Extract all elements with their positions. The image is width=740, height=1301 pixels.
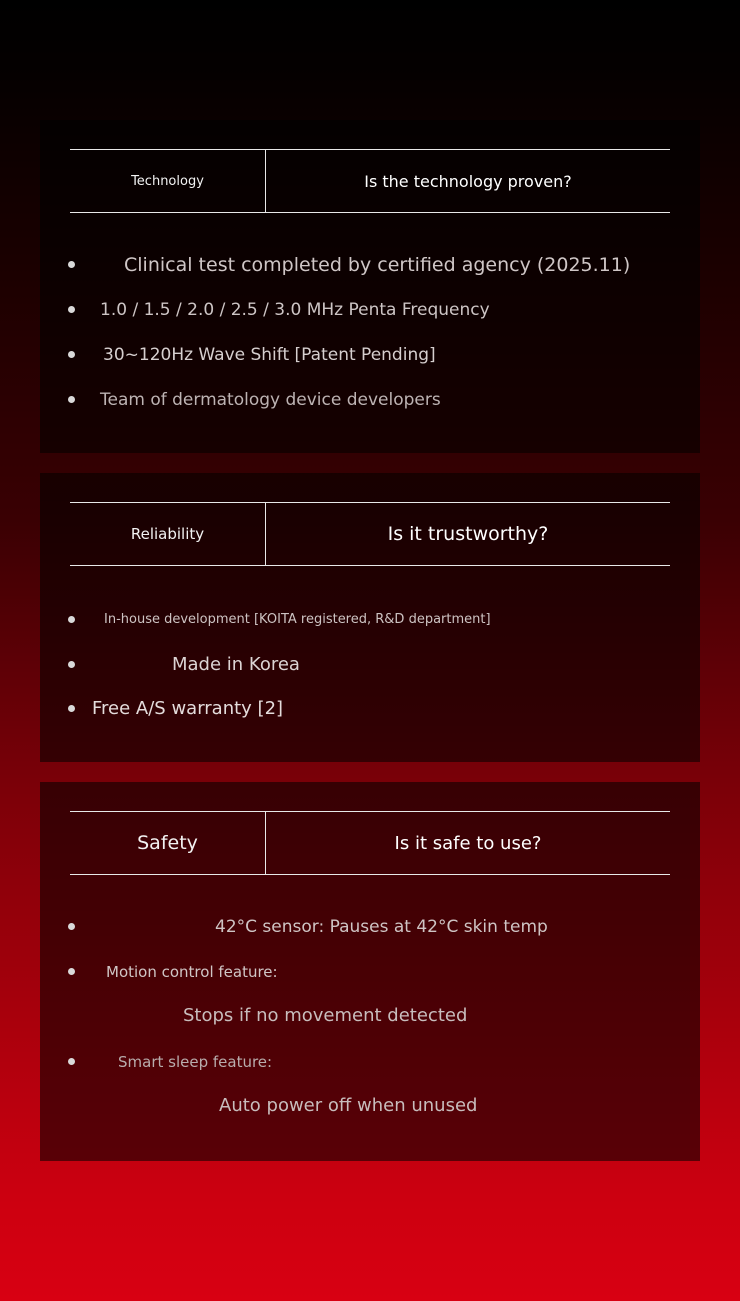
- bullet-icon: [68, 968, 75, 975]
- list-item: 30~120Hz Wave Shift [Patent Pending]: [68, 343, 672, 367]
- list-item: 1.0 / 1.5 / 2.0 / 2.5 / 3.0 MHz Penta Frequency: [68, 298, 672, 322]
- section-label: Reliability: [70, 503, 266, 565]
- section-question: Is it trustworthy?: [387, 523, 549, 545]
- section-question: Is the technology proven?: [364, 171, 572, 191]
- reliability-card: [40, 473, 700, 762]
- bullet-icon: [68, 306, 75, 313]
- section-label: Technology: [70, 150, 266, 212]
- safety-header: [70, 811, 670, 875]
- bullet-icon: [68, 396, 75, 403]
- section-question: Is it safe to use?: [394, 832, 542, 854]
- list-item: Made in Korea: [68, 653, 672, 677]
- list-item-continuation: Stops if no movement detected: [183, 1005, 468, 1026]
- list-item: In-house development [KOITA registered, R&D department]: [68, 608, 672, 632]
- bullet-icon: [68, 261, 75, 268]
- reliability-header: [70, 502, 670, 566]
- bullet-icon: [68, 616, 75, 623]
- safety-card: [40, 782, 700, 1161]
- bullet-icon: [68, 661, 75, 668]
- bullet-icon: [68, 923, 75, 930]
- list-item: Motion control feature:: [68, 960, 672, 984]
- technology-card: [40, 120, 700, 453]
- list-item: Clinical test completed by certified agency (2025.11): [68, 253, 672, 277]
- bullet-icon: [68, 1058, 75, 1065]
- list-item: Team of dermatology device developers: [68, 388, 672, 412]
- list-item: Smart sleep feature:: [68, 1050, 672, 1074]
- list-item-continuation: Auto power off when unused: [219, 1095, 478, 1116]
- technology-header: [70, 149, 670, 213]
- bullet-icon: [68, 351, 75, 358]
- list-item: 42°C sensor: Pauses at 42°C skin temp: [68, 915, 672, 939]
- section-label: Safety: [70, 812, 266, 874]
- list-item: Free A/S warranty [2]: [68, 697, 672, 721]
- bullet-icon: [68, 705, 75, 712]
